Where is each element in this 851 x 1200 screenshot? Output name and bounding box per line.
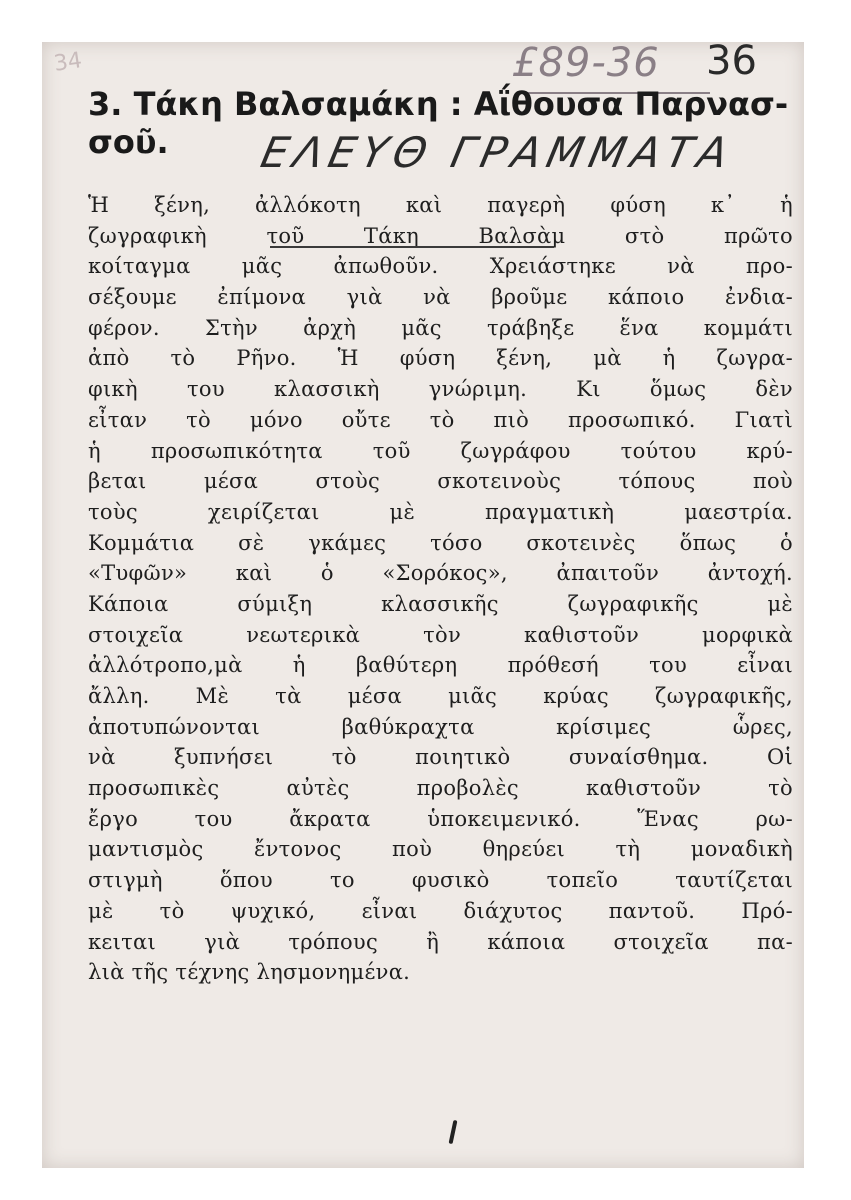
catalog-number: £89-36 bbox=[512, 40, 660, 86]
body-line: ἡ προσωπικότητα τοῦ ζωγράφου τούτου κρύ- bbox=[88, 438, 793, 463]
title-line-2: σοῦ. bbox=[88, 123, 169, 161]
body-line: στιγμὴ ὅπου το φυσικὸ τοπεῖο ταυτίζεται bbox=[88, 868, 793, 893]
article-body bbox=[88, 190, 793, 988]
pen-underline bbox=[270, 246, 554, 248]
body-line: λιὰ τῆς τέχνης λησμονημένα. bbox=[88, 960, 411, 985]
pencil-page-mark: 34 bbox=[52, 48, 84, 77]
body-line: μὲ τὸ ψυχικό, εἶναι διάχυτος παντοῦ. Πρό- bbox=[88, 898, 793, 923]
body-line: ἄλλη. Μὲ τὰ μέσα μιᾶς κρύας ζωγραφικῆς, bbox=[88, 684, 793, 708]
body-line: ἀπὸ τὸ Ρῆνο. Ἡ φύση ξένη, μὰ ἡ ζωγρα- bbox=[88, 346, 793, 371]
body-line: εἶταν τὸ μόνο οὔτε τὸ πιὸ προσωπικό. Γιατὶ bbox=[88, 407, 793, 432]
body-line: σέξουμε ἐπίμονα γιὰ νὰ βροῦμε κάποιο ἐνδια- bbox=[88, 285, 793, 310]
body-line: Ἡ ξένη, ἀλλόκοτη καὶ παγερὴ φύση κ᾿ ἡ bbox=[88, 193, 793, 217]
body-line: προσωπικὲς αὐτὲς προβολὲς καθιστοῦν τὸ bbox=[88, 776, 793, 801]
title-line-1: 3. Τάκη Βαλσαμάκη : Αΐθουσα Παρνασ- bbox=[88, 85, 789, 123]
body-line: ἀλλότροπο,μὰ ἡ βαθύτερη πρόθεσή του εἶναι bbox=[88, 653, 793, 678]
body-line: βεται μέσα στοὺς σκοτεινοὺς τόπους ποὺ bbox=[88, 469, 793, 494]
body-line: νὰ ξυπνήσει τὸ ποιητικὸ συναίσθημα. Οἱ bbox=[88, 745, 793, 770]
body-line: φέρον. Στὴν ἀρχὴ μᾶς τράβηξε ἕνα κομμάτι bbox=[88, 315, 793, 340]
body-line: Κομμάτια σὲ γκάμες τόσο σκοτεινὲς ὅπως ὁ bbox=[88, 530, 793, 555]
body-line: μαντισμὸς ἔντονος ποὺ θηρεύει τὴ μοναδικὴ bbox=[88, 837, 793, 862]
body-line: ζωγραφικὴ τοῦ Τάκη Βαλσὰμ στὸ πρῶτο bbox=[88, 223, 793, 248]
body-line: κειται γιὰ τρόπους ἢ κάποια στοιχεῖα πα- bbox=[88, 929, 793, 954]
body-line: φικὴ του κλασσικὴ γνώριμη. Κι ὅμως δὲν bbox=[88, 377, 793, 402]
body-line: Κάποια σύμιξη κλασσικῆς ζωγραφικῆς μὲ bbox=[88, 591, 793, 616]
body-line: στοιχεῖα νεωτερικὰ τὸν καθιστοῦν μορφικὰ bbox=[88, 622, 793, 647]
body-line: κοίταγμα μᾶς ἀπωθοῦν. Χρειάστηκε νὰ προ- bbox=[88, 254, 793, 279]
body-line: τοὺς χειρίζεται μὲ πραγματικὴ μαεστρία. bbox=[88, 499, 793, 524]
handwritten-note: ΕΛΕΥΘ ΓΡΑΜΜΑΤΑ bbox=[256, 128, 739, 177]
body-line: ἀποτυπώνονται βαθύκραχτα κρίσιμες ὧρες, bbox=[88, 714, 793, 739]
body-line: ἔργο του ἄκρατα ὑποκειμενικό. Ἕνας ρω- bbox=[88, 806, 793, 831]
page-number: 36 bbox=[706, 38, 757, 84]
body-line: «Τυφῶν» καὶ ὁ «Σορόκος», ἀπαιτοῦν ἀντοχή. bbox=[88, 561, 793, 586]
